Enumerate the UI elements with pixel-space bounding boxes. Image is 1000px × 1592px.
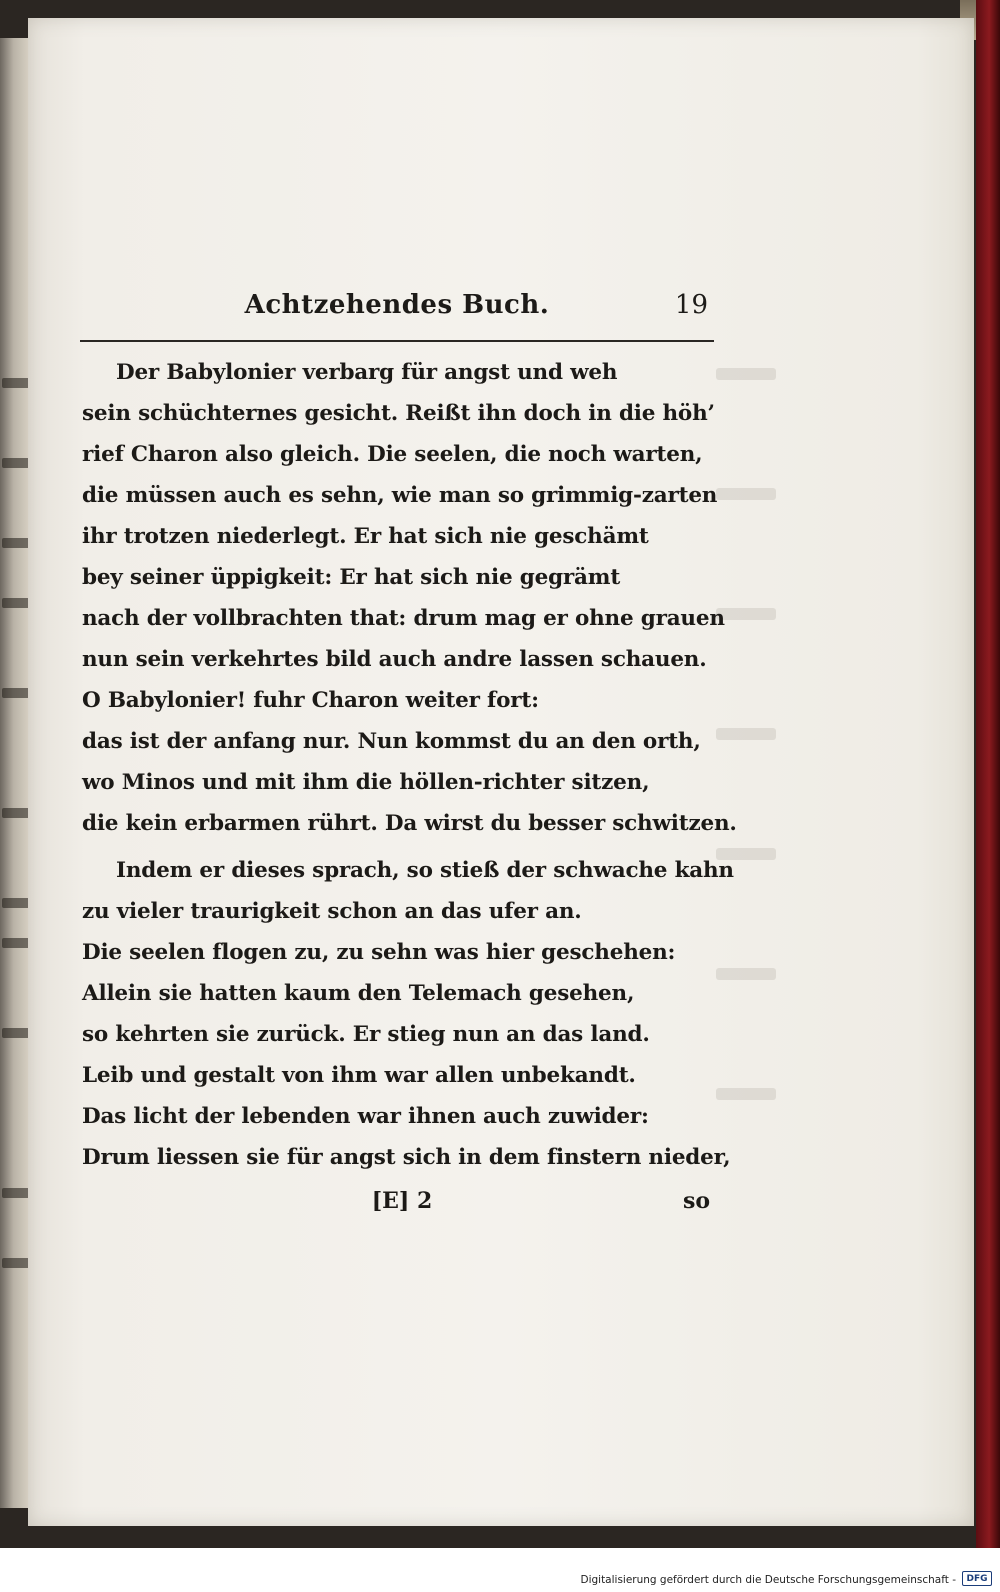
verse-line: wo Minos und mit ihm die höllen-richter sitzen, [82, 770, 650, 795]
verse-line: nach der vollbrachten that: drum mag er ohne grauen [82, 606, 725, 631]
dfg-logo: DFG [962, 1571, 992, 1586]
verse-line: Drum liessen sie für angst sich in dem finstern nieder, [82, 1145, 731, 1170]
header-rule [80, 340, 714, 342]
verse-line: Das licht der lebenden war ihnen auch zuwider: [82, 1104, 649, 1129]
adjacent-page-text-fragment [2, 598, 30, 608]
verse-line: Der Babylonier verbarg für angst und weh [116, 360, 618, 385]
verse-line: die kein erbarmen rührt. Da wirst du besser schwitzen. [82, 811, 737, 836]
adjacent-page-text-fragment [2, 538, 30, 548]
adjacent-page-text-fragment [2, 458, 30, 468]
verse-line: O Babylonier! fuhr Charon weiter fort: [82, 688, 539, 713]
adjacent-page-text-fragment [2, 1028, 30, 1038]
show-through-mark [716, 488, 776, 500]
adjacent-page-text-fragment [2, 688, 30, 698]
verse-line: sein schüchternes gesicht. Reißt ihn doch in die höh’ [82, 401, 715, 426]
show-through-mark [716, 368, 776, 380]
adjacent-page-text-fragment [2, 1258, 30, 1268]
signature-line [82, 1188, 722, 1224]
running-title: Achtzehendes Buch. [244, 290, 550, 320]
show-through-mark [716, 1088, 776, 1100]
show-through-mark [716, 728, 776, 740]
verse-line: Allein sie hatten kaum den Telemach gesehen, [82, 981, 635, 1006]
adjacent-page-strip [0, 38, 31, 1508]
funding-credit: Digitalisierung gefördert durch die Deutsche Forschungsgemeinschaft - [580, 1574, 956, 1586]
verse-line: Die seelen flogen zu, zu sehn was hier geschehen: [82, 940, 676, 965]
verse-line: nun sein verkehrtes bild auch andre lassen schauen. [82, 647, 707, 672]
page-number: 19 [674, 290, 708, 320]
verse-line: bey seiner üppigkeit: Er hat sich nie gegrämt [82, 565, 621, 590]
verse-line: Leib und gestalt von ihm war allen unbekandt. [82, 1063, 636, 1088]
verse-line: zu vieler traurigkeit schon an das ufer an. [82, 899, 582, 924]
verse-line: ihr trotzen niederlegt. Er hat sich nie geschämt [82, 524, 649, 549]
verse-line: die müssen auch es sehn, wie man so grimmig-zarten [82, 483, 718, 508]
adjacent-page-text-fragment [2, 938, 30, 948]
catchword: so [682, 1188, 710, 1214]
show-through-mark [716, 968, 776, 980]
signature-mark: [E] 2 [371, 1188, 433, 1214]
running-head [82, 290, 712, 334]
adjacent-page-text-fragment [2, 808, 30, 818]
verse-line: rief Charon also gleich. Die seelen, die noch warten, [82, 442, 703, 467]
adjacent-page-text-fragment [2, 898, 30, 908]
show-through-mark [716, 608, 776, 620]
verse-text [82, 352, 737, 1178]
book-edge-red [976, 0, 1000, 1548]
adjacent-page-text-fragment [2, 1188, 30, 1198]
verse-line: so kehrten sie zurück. Er stieg nun an das land. [82, 1022, 650, 1047]
verse-line: Indem er dieses sprach, so stieß der schwache kahn [116, 858, 734, 883]
adjacent-page-text-fragment [2, 378, 30, 388]
verse-line: das ist der anfang nur. Nun kommst du an den orth, [82, 729, 701, 754]
